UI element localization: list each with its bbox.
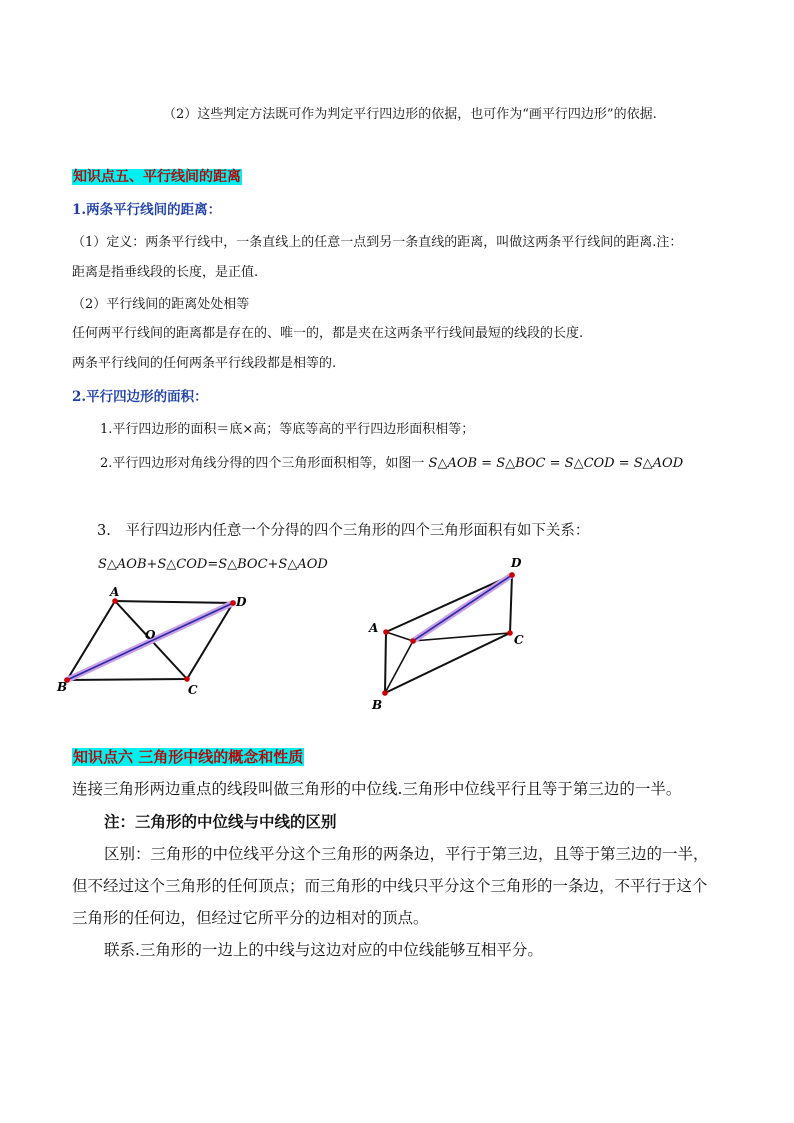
area-rule-2-text: 2.平行四边形对角线分得的四个三角形面积相等，如图一	[100, 456, 425, 471]
paragraph-parallel-segments: 两条平行线间的任何两条平行线段都是相等的.	[72, 356, 337, 371]
fig1-label-a: A	[110, 585, 120, 599]
fig2-segment-ap	[386, 632, 413, 641]
section5-heading	[72, 166, 242, 186]
fig1-point-a	[112, 598, 118, 604]
figure-parallelogram-1	[55, 585, 270, 695]
fig2-point-inner	[410, 638, 416, 644]
fig1-label-c: C	[188, 683, 198, 695]
fig2-label-b: B	[372, 698, 383, 712]
section5-heading-text: 知识点五、平行线间的距离	[73, 169, 241, 185]
area-rule-1: 1.平行四边形的面积＝底×高；等底等高的平行四边形面积相等；	[100, 422, 475, 437]
area-rule-3: 3. 平行四边形内任意一个分得的四个三角形的四个三角形面积有如下关系：	[97, 523, 590, 539]
fig1-label-d: D	[236, 595, 247, 609]
fig1-point-c	[184, 676, 190, 682]
midline-definition: 连接三角形两边重点的线段叫做三角形的中位线.三角形中位线平行且等于第三边的一半。	[72, 780, 682, 798]
paragraph-equal-distance: （2）平行线间的距离处处相等	[72, 297, 250, 312]
fig2-point-d	[509, 572, 515, 578]
fig2-label-c: C	[514, 633, 524, 647]
subheading-distance: 1.两条平行线间的距离：	[72, 202, 222, 218]
difference-line2: 但不经过这个三角形的任何顶点；而三角形的中线只平分这个三角形的一条边，不平行于这个	[72, 877, 708, 895]
subheading-area: 2.平行四边形的面积：	[72, 389, 208, 405]
figure-parallelogram-2	[365, 555, 535, 715]
fig2-point-b	[382, 690, 388, 696]
fig1-label-b: B	[57, 680, 68, 694]
section6-heading	[72, 746, 304, 767]
section6-heading-text: 知识点六 三角形中线的概念和性质	[73, 748, 304, 766]
paragraph-unique-distance: 任何两平行线间的距离都是存在的、唯一的，都是夹在这两条平行线间最短的线段的长度.	[72, 326, 584, 341]
fig2-label-d: D	[511, 556, 522, 570]
fig2-point-c	[507, 630, 513, 636]
definition-line1: （1）定义：两条平行线中，一条直线上的任意一点到另一条直线的距离，叫做这两条平行线间的距离.注：	[72, 235, 683, 250]
fig2-segment-pd	[413, 575, 512, 641]
connection-paragraph: 联系.三角形的一边上的中线与这边对应的中位线能够互相平分。	[104, 941, 543, 959]
midline-note: 注：三角形的中位线与中线的区别	[104, 812, 337, 831]
area-rule-2-formula: S△AOB = S△BOC = S△COD = S△AOD	[428, 456, 684, 471]
fig2-point-a	[383, 629, 389, 635]
fig1-point-d	[230, 600, 236, 606]
paragraph-criteria-note: （2）这些判定方法既可作为判定平行四边形的依据，也可作为“画平行四边形”的依据.	[163, 107, 657, 122]
definition-line2: 距离是指垂线段的长度，是正值.	[72, 265, 259, 280]
difference-line3: 三角形的任何边，但经过它所平分的边相对的顶点。	[72, 909, 429, 927]
area-rule-3-formula: S△AOB+S△COD=S△BOC+S△AOD	[98, 557, 328, 572]
fig1-label-o: O	[145, 628, 156, 642]
area-rule-2	[100, 452, 683, 471]
fig2-label-a: A	[369, 621, 379, 635]
difference-line1: 区别：三角形的中位线平分这个三角形的两条边，平行于第三边，且等于第三边的一半，	[104, 845, 709, 863]
